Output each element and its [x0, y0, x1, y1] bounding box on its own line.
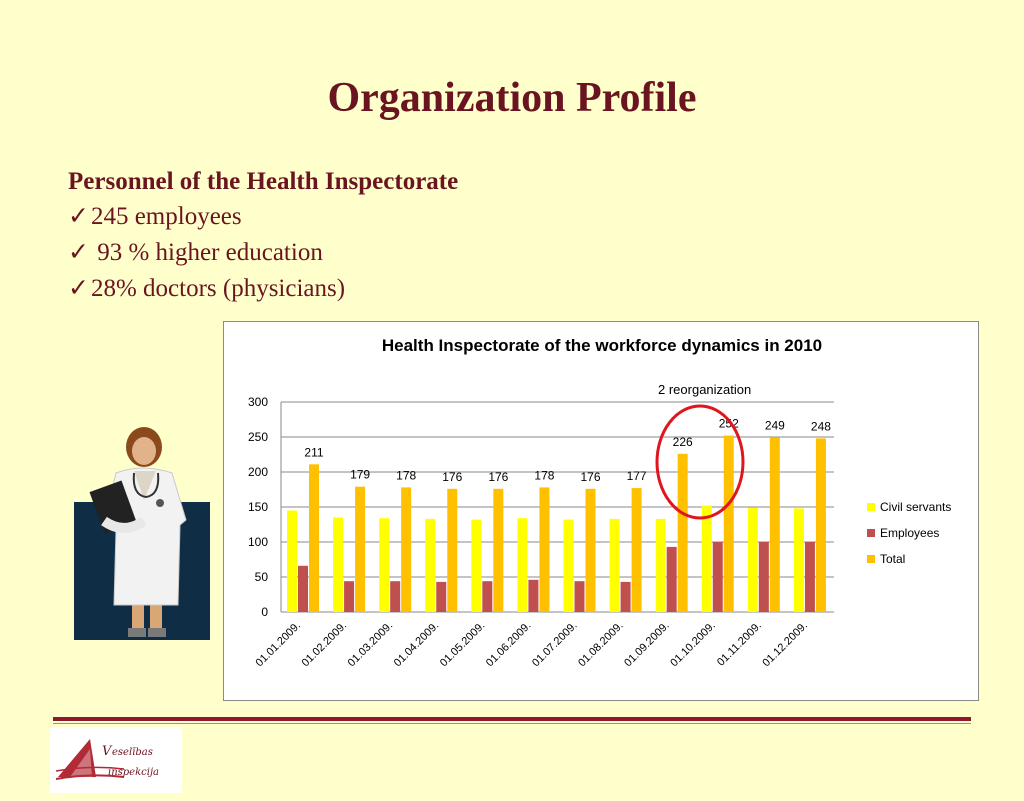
x-tick-label: 01.09.2009. — [622, 619, 672, 670]
bar-civil-servants — [748, 508, 758, 612]
bar-employees — [344, 581, 354, 612]
x-tick-label: 01.06.2009. — [483, 619, 534, 670]
bar-civil-servants — [610, 519, 620, 612]
legend-label: Employees — [880, 526, 940, 540]
legend-swatch — [867, 555, 875, 563]
legend-label: Civil servants — [880, 500, 952, 514]
svg-text:inspekcija: inspekcija — [108, 767, 160, 778]
data-label: 248 — [810, 419, 831, 434]
x-tick-label: 01.10.2009. — [668, 619, 718, 670]
bullet-text: 93 % higher education — [90, 239, 323, 266]
bar-civil-servants — [656, 519, 666, 612]
chart-title: Health Inspectorate of the workforce dynamics in 2010 — [381, 336, 823, 355]
doctor-icon — [74, 425, 210, 640]
x-tick-label: 01.05.2009. — [437, 619, 488, 670]
check-icon: ✓ — [68, 239, 89, 266]
bar-employees — [667, 547, 677, 612]
y-tick-label: 0 — [261, 605, 268, 619]
data-label: 179 — [350, 467, 371, 482]
bar-employees — [528, 580, 538, 612]
y-tick-label: 150 — [247, 500, 268, 514]
bar-civil-servants — [379, 518, 389, 612]
health-inspectorate-logo-icon — [50, 727, 182, 793]
legend-item-total — [867, 546, 951, 572]
bar-employees — [390, 581, 400, 612]
bar-total — [539, 487, 549, 612]
y-tick-label: 200 — [247, 465, 268, 479]
bar-civil-servants — [333, 518, 343, 613]
x-tick-label: 01.12.2009. — [760, 619, 811, 670]
svg-text:V: V — [102, 744, 112, 759]
bar-civil-servants — [564, 520, 574, 612]
bar-employees — [298, 566, 308, 612]
footer-divider-thin — [53, 723, 971, 724]
bar-employees — [436, 582, 446, 612]
bar-civil-servants — [471, 520, 481, 612]
bar-total — [401, 487, 411, 612]
bullet-item — [68, 235, 628, 271]
bar-employees — [482, 581, 492, 612]
data-label: 176 — [488, 469, 509, 484]
footer-divider — [53, 717, 971, 721]
y-tick-label: 50 — [254, 570, 268, 584]
check-icon: ✓ — [68, 203, 89, 230]
bar-total — [724, 436, 734, 612]
x-tick-label: 01.03.2009. — [345, 619, 396, 670]
bar-civil-servants — [517, 518, 527, 612]
bar-employees — [575, 581, 585, 612]
bar-total — [678, 454, 688, 612]
x-tick-label: 01.01.2009. — [253, 619, 304, 670]
bar-total — [586, 489, 596, 612]
x-tick-label: 01.07.2009. — [530, 619, 580, 670]
legend-label: Total — [880, 552, 906, 566]
bullet-text: 28% doctors (physicians) — [90, 275, 346, 302]
x-tick-label: 01.04.2009. — [391, 619, 442, 670]
bar-civil-servants — [702, 506, 712, 612]
annotation-label: 2 reorganization — [658, 382, 752, 397]
data-label: 249 — [764, 418, 785, 433]
data-label: 176 — [580, 469, 601, 484]
svg-text:eselības: eselības — [112, 747, 153, 758]
legend-swatch — [867, 529, 875, 537]
bar-civil-servants — [425, 519, 435, 612]
bar-employees — [713, 542, 723, 612]
data-label: 177 — [626, 469, 647, 484]
bar-total — [770, 438, 780, 612]
bar-employees — [621, 582, 631, 612]
bar-total — [816, 438, 826, 612]
bullet-item — [68, 271, 628, 307]
bullet-list — [68, 165, 628, 307]
bar-total — [355, 487, 365, 612]
data-label: 252 — [718, 416, 739, 431]
check-icon: ✓ — [68, 275, 89, 302]
bar-total — [309, 464, 319, 612]
legend-item-civil-servants — [867, 494, 951, 520]
y-tick-label: 250 — [247, 430, 268, 444]
chart-panel — [223, 321, 979, 701]
legend — [867, 494, 951, 572]
data-label: 176 — [442, 469, 463, 484]
bar-civil-servants — [287, 511, 297, 613]
bar-total — [632, 488, 642, 612]
x-tick-label: 01.08.2009. — [576, 619, 626, 670]
data-label: 178 — [534, 468, 555, 483]
legend-swatch — [867, 503, 875, 511]
slide-title: Organization Profile — [327, 75, 697, 121]
y-tick-label: 300 — [247, 395, 268, 409]
legend-item-employees — [867, 520, 951, 546]
bar-total — [447, 489, 457, 612]
bullet-item — [68, 199, 628, 235]
x-tick-label: 01.11.2009. — [714, 619, 764, 669]
data-label: 211 — [304, 445, 324, 460]
bullet-text: 245 employees — [90, 203, 242, 230]
x-tick-label: 01.02.2009. — [299, 619, 350, 670]
data-label: 226 — [672, 434, 693, 449]
subheading: Personnel of the Health Inspectorate — [68, 168, 459, 195]
bar-total — [493, 489, 503, 612]
y-tick-label: 100 — [247, 535, 268, 549]
data-label: 178 — [396, 468, 417, 483]
bar-employees — [805, 542, 815, 612]
bar-employees — [759, 542, 769, 612]
bar-civil-servants — [794, 508, 804, 612]
